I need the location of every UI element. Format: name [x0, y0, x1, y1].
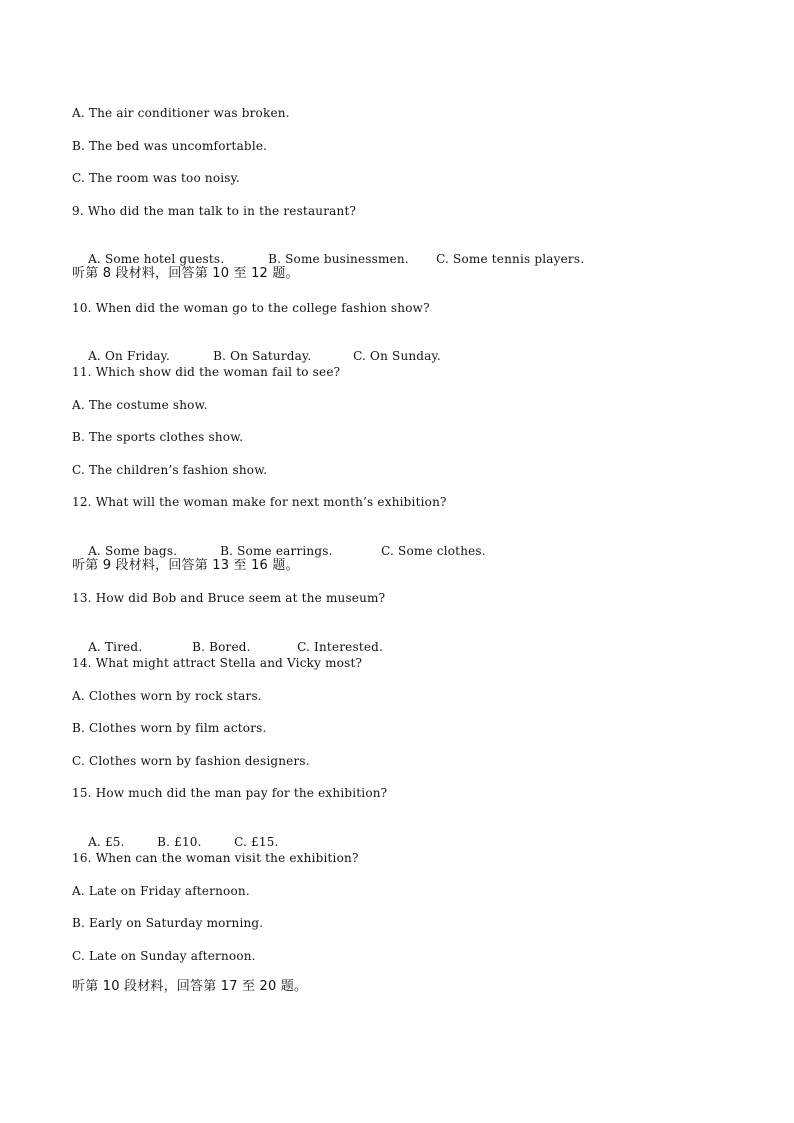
question-15: 15. How much did the man pay for the exhibition? — [72, 786, 388, 800]
q9-option-a: A. Some hotel guests. — [88, 252, 225, 266]
q10-option-b: B. On Saturday. — [213, 349, 312, 363]
section-heading-10: 听第 10 段材料，回答第 17 至 20 题。 — [72, 979, 308, 994]
q9-option-c: C. Some tennis players. — [436, 252, 585, 266]
q15-option-b: B. £10. — [157, 835, 202, 849]
section-heading-9: 听第 9 段材料，回答第 13 至 16 题。 — [72, 558, 299, 573]
q11-option-b: B. The sports clothes show. — [72, 430, 244, 444]
q14-option-c: C. Clothes worn by fashion designers. — [72, 754, 310, 768]
section-heading-8: 听第 8 段材料，回答第 10 至 12 题。 — [72, 266, 299, 281]
q11-option-c: C. The children’s fashion show. — [72, 463, 268, 477]
question-16: 16. When can the woman visit the exhibition? — [72, 851, 359, 865]
q12-option-c: C. Some clothes. — [381, 544, 486, 558]
q14-option-a: A. Clothes worn by rock stars. — [72, 689, 262, 703]
q13-option-a: A. Tired. — [88, 640, 143, 654]
q14-option-b: B. Clothes worn by film actors. — [72, 721, 267, 735]
question-11: 11. Which show did the woman fail to see? — [72, 365, 341, 379]
q15-option-a: A. £5. — [88, 835, 125, 849]
question-14: 14. What might attract Stella and Vicky most? — [72, 656, 363, 670]
question-10: 10. When did the woman go to the college fashion show? — [72, 301, 430, 315]
q15-option-c: C. £15. — [234, 835, 279, 849]
q16-option-a: A. Late on Friday afternoon. — [72, 884, 250, 898]
q8-option-c: C. The room was too noisy. — [72, 171, 241, 185]
q10-option-c: C. On Sunday. — [353, 349, 441, 363]
q12-option-a: A. Some bags. — [88, 544, 178, 558]
q16-option-c: C. Late on Sunday afternoon. — [72, 949, 256, 963]
question-13: 13. How did Bob and Bruce seem at the museum? — [72, 591, 386, 605]
q13-option-c: C. Interested. — [297, 640, 384, 654]
question-9: 9. Who did the man talk to in the restaurant? — [72, 204, 357, 218]
q10-option-a: A. On Friday. — [88, 349, 171, 363]
question-12: 12. What will the woman make for next month’s exhibition? — [72, 495, 447, 509]
q16-option-b: B. Early on Saturday morning. — [72, 916, 264, 930]
q8-option-a: A. The air conditioner was broken. — [72, 106, 290, 120]
q11-option-a: A. The costume show. — [72, 398, 208, 412]
q9-option-b: B. Some businessmen. — [268, 252, 409, 266]
q8-option-b: B. The bed was uncomfortable. — [72, 139, 268, 153]
q12-option-b: B. Some earrings. — [220, 544, 333, 558]
q13-option-b: B. Bored. — [192, 640, 251, 654]
